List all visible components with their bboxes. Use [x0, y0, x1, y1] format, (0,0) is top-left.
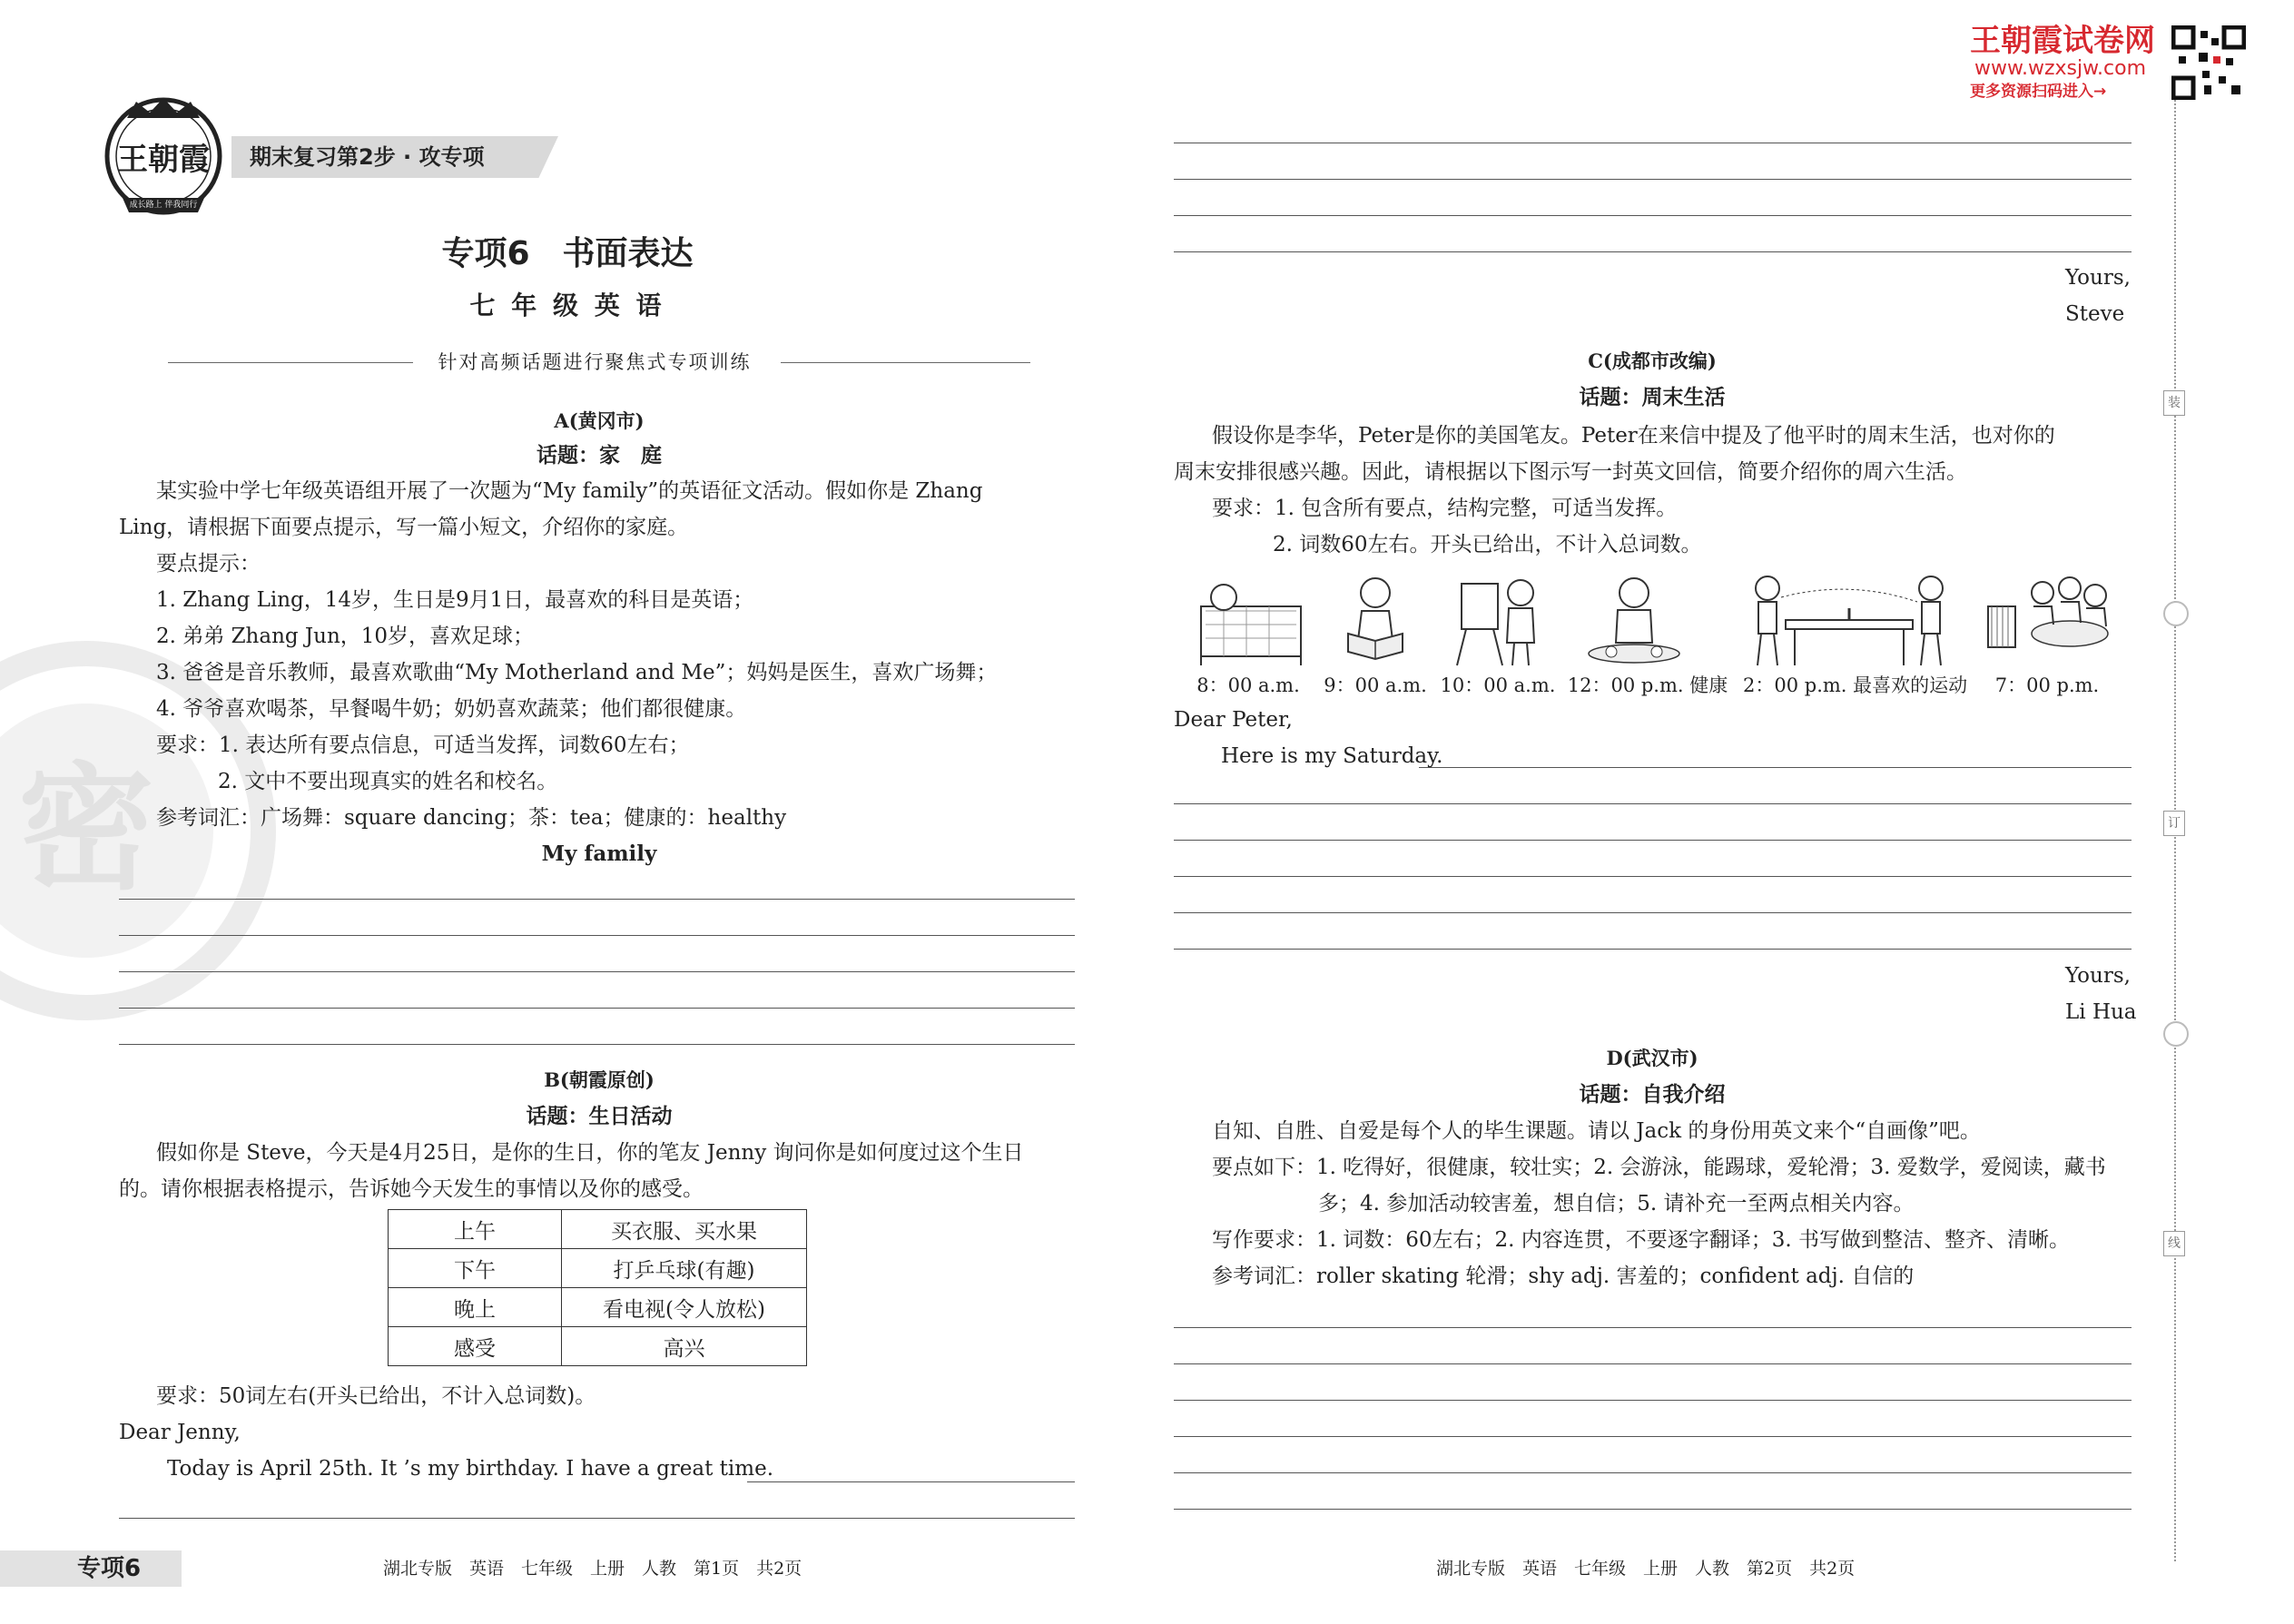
eating-lunch-illustration [1580, 570, 1689, 670]
tagline: 针对高频话题进行聚焦式专项训练 [438, 351, 752, 373]
table-row [389, 1249, 807, 1288]
writing-line[interactable] [1419, 767, 2132, 768]
writing-line[interactable] [119, 1518, 1075, 1519]
writing-line[interactable] [1174, 803, 2132, 804]
binding-hole-icon [2163, 601, 2189, 626]
picture-caption: 10：00 a.m. [1440, 674, 1556, 696]
table-cell: 买衣服、买水果 [562, 1210, 807, 1249]
writing-line[interactable] [747, 1481, 1075, 1482]
page-subtitle: 七 年 级 英 语 [469, 290, 665, 320]
section-a-topic: 话题：家 庭 [537, 443, 662, 468]
section-d-vocab: 参考词汇：roller skating 轮滑；shy adj. 害羞的；confident adj. 自信的 [1212, 1265, 1915, 1288]
writing-line[interactable] [119, 1044, 1075, 1045]
section-b-opening: Today is April 25th. It ’s my birthday. I have a great time. [167, 1457, 773, 1481]
logo-name: 王朝霞 [117, 142, 210, 178]
section-a-req-1: 要求：1. 表达所有要点信息，可适当发挥，词数60左右； [156, 733, 690, 757]
tagline-rule-left [168, 362, 413, 363]
section-c-opening: Here is my Saturday. [1221, 744, 1443, 768]
sleeping-in-bed-illustration [1187, 570, 1310, 670]
svg-text:密: 密 [17, 751, 155, 909]
logo-badge [100, 91, 227, 218]
binding-mark: 订 [2163, 811, 2185, 836]
section-c-intro-2: 周末安排很感兴趣。因此，请根据以下图示写一封英文回信，简要介绍你的周六生活。 [1174, 460, 1967, 484]
qr-code-icon[interactable] [2171, 25, 2246, 100]
writing-line[interactable] [1174, 876, 2132, 877]
section-b-intro-1: 假如你是 Steve，今天是4月25日，是你的生日，你的笔友 Jenny 询问你是如何度过这个生日 [156, 1141, 1024, 1165]
section-a-tip: 2. 弟弟 Zhang Jun，10岁，喜欢足球； [156, 625, 535, 648]
binding-mark: 装 [2163, 390, 2185, 416]
section-b-intro-2: 的。请你根据表格提示，告诉她今天发生的事情以及你的感受。 [119, 1177, 704, 1201]
section-b-closing: Yours, [2065, 266, 2131, 290]
section-c-heading: C(成都市改编) [1588, 349, 1717, 372]
section-a-tip: 4. 爷爷喜欢喝茶，早餐喝牛奶；奶奶喜欢蔬菜；他们都很健康。 [156, 697, 747, 721]
section-a-tip: 1. Zhang Ling，14岁，生日是9月1日，最喜欢的科目是英语； [156, 588, 754, 612]
writing-line[interactable] [1174, 1472, 2132, 1473]
section-b-topic: 话题：生日活动 [526, 1104, 673, 1128]
section-a-essay-title: My family [541, 842, 657, 866]
writing-line[interactable] [1174, 840, 2132, 841]
section-d-points-1: 要点如下：1. 吃得好，很健康，较壮实；2. 会游泳，能踢球，爱轮滑；3. 爱数学，爱阅读，藏书 [1212, 1156, 2106, 1179]
table-cell: 上午 [389, 1210, 562, 1249]
section-c-req-1: 要求：1. 包含所有要点，结构完整，可适当发挥。 [1212, 497, 1678, 520]
brand-name: 王朝霞试卷网 [1970, 23, 2155, 59]
binding-mark: 线 [2163, 1231, 2185, 1256]
writing-line[interactable] [1174, 1363, 2132, 1364]
table-row [389, 1288, 807, 1327]
section-a-vocab: 参考词汇：广场舞：square dancing；茶：tea；健康的：healthy [156, 806, 787, 830]
birthday-table [388, 1209, 807, 1366]
footer-page-info-left: 湖北专版 英语 七年级 上册 人教 第1页 共2页 [383, 1559, 802, 1579]
writing-line[interactable] [119, 935, 1075, 936]
table-cell: 感受 [389, 1327, 562, 1366]
table-cell: 高兴 [562, 1327, 807, 1366]
picture-caption: 8：00 a.m. [1196, 674, 1300, 696]
section-b-greeting: Dear Jenny, [119, 1421, 241, 1444]
section-c-intro-1: 假设你是李华，Peter是你的美国笔友。Peter在来信中提及了他平时的周末生活，也对你的 [1212, 424, 2055, 448]
section-a-tip: 3. 爸爸是音乐教师，最喜欢歌曲“My Motherland and Me”；妈妈是医生，喜欢广场舞； [156, 661, 998, 684]
writing-line[interactable] [1174, 179, 2132, 180]
section-a-tips-label: 要点提示： [156, 552, 261, 576]
brand-slogan: 更多资源扫码进入→ [1970, 83, 2107, 101]
writing-line[interactable] [1174, 912, 2132, 913]
picture-caption: 7：00 p.m. [1994, 674, 2100, 696]
table-cell: 晚上 [389, 1288, 562, 1327]
section-d-topic: 话题：自我介绍 [1579, 1082, 1726, 1107]
writing-line[interactable] [1174, 949, 2132, 950]
footer-tag: 专项6 [77, 1555, 142, 1582]
family-dinner-illustration [1979, 570, 2115, 670]
table-cell: 打乒乓球(有趣) [562, 1249, 807, 1288]
binding-hole-icon [2163, 1021, 2189, 1047]
table-row [389, 1210, 807, 1249]
section-c-req-2: 2. 词数60左右。开头已给出，不计入总词数。 [1273, 533, 1702, 556]
writing-line[interactable] [1174, 215, 2132, 216]
writing-line[interactable] [119, 971, 1075, 972]
section-b-heading: B(朝霞原创) [544, 1068, 655, 1091]
writing-line[interactable] [1174, 1400, 2132, 1401]
writing-line[interactable] [119, 899, 1075, 900]
banner-label: 期末复习第2步 · 攻专项 [250, 144, 485, 170]
section-d-heading: D(武汉市) [1606, 1047, 1698, 1069]
reading-book-illustration [1325, 570, 1425, 670]
section-a-intro-1: 某实验中学七年级英语组开展了一次题为“My family”的英语征文活动。假如你是 Zhang [156, 479, 983, 503]
section-d-intro: 自知、自胜、自爱是每个人的毕生课题。请以 Jack 的身份用英文来个“自画像”吧。 [1212, 1119, 1981, 1143]
painting-illustration [1443, 570, 1552, 670]
picture-caption: 9：00 a.m. [1324, 674, 1427, 696]
section-a-intro-2: Ling，请根据下面要点提示，写一篇小短文，介绍你的家庭。 [119, 516, 689, 539]
section-d-points-2: 多；4. 参加活动较害羞，想自信；5. 请补充一至两点相关内容。 [1318, 1192, 1915, 1216]
footer-page-info-right: 湖北专版 英语 七年级 上册 人教 第2页 共2页 [1436, 1559, 1856, 1579]
page-title: 专项6 书面表达 [441, 235, 694, 272]
picture-caption: 2：00 p.m. 最喜欢的运动 [1743, 674, 1968, 696]
table-row [389, 1327, 807, 1366]
section-c-topic: 话题：周末生活 [1579, 385, 1726, 409]
section-b-signature: Steve [2065, 302, 2125, 326]
table-cell: 下午 [389, 1249, 562, 1288]
section-c-closing: Yours, [2065, 964, 2131, 988]
section-d-writing-req: 写作要求：1. 词数：60左右；2. 内容连贯，不要逐字翻译；3. 书写做到整洁、整齐、清晰。 [1212, 1228, 2071, 1252]
logo-motto: 成长路上 伴我同行 [129, 201, 198, 210]
ping-pong-illustration [1745, 570, 1954, 670]
picture-caption: 12：00 p.m. 健康 [1567, 674, 1728, 696]
writing-line[interactable] [119, 1008, 1075, 1009]
writing-line[interactable] [1174, 1509, 2132, 1510]
section-a-heading: A(黄冈市) [554, 409, 645, 432]
writing-line[interactable] [1174, 251, 2132, 252]
brand-url: www.wzxsjw.com [1974, 57, 2147, 80]
writing-line[interactable] [1174, 1327, 2132, 1328]
section-c-greeting: Dear Peter, [1174, 708, 1293, 732]
section-b-req: 要求：50词左右(开头已给出，不计入总词数)。 [156, 1384, 596, 1408]
table-cell: 看电视(令人放松) [562, 1288, 807, 1327]
writing-line[interactable] [1174, 1436, 2132, 1437]
section-a-req-2: 2. 文中不要出现真实的姓名和校名。 [218, 770, 558, 793]
section-c-signature: Li Hua [2065, 1000, 2137, 1024]
tagline-rule-right [781, 362, 1030, 363]
